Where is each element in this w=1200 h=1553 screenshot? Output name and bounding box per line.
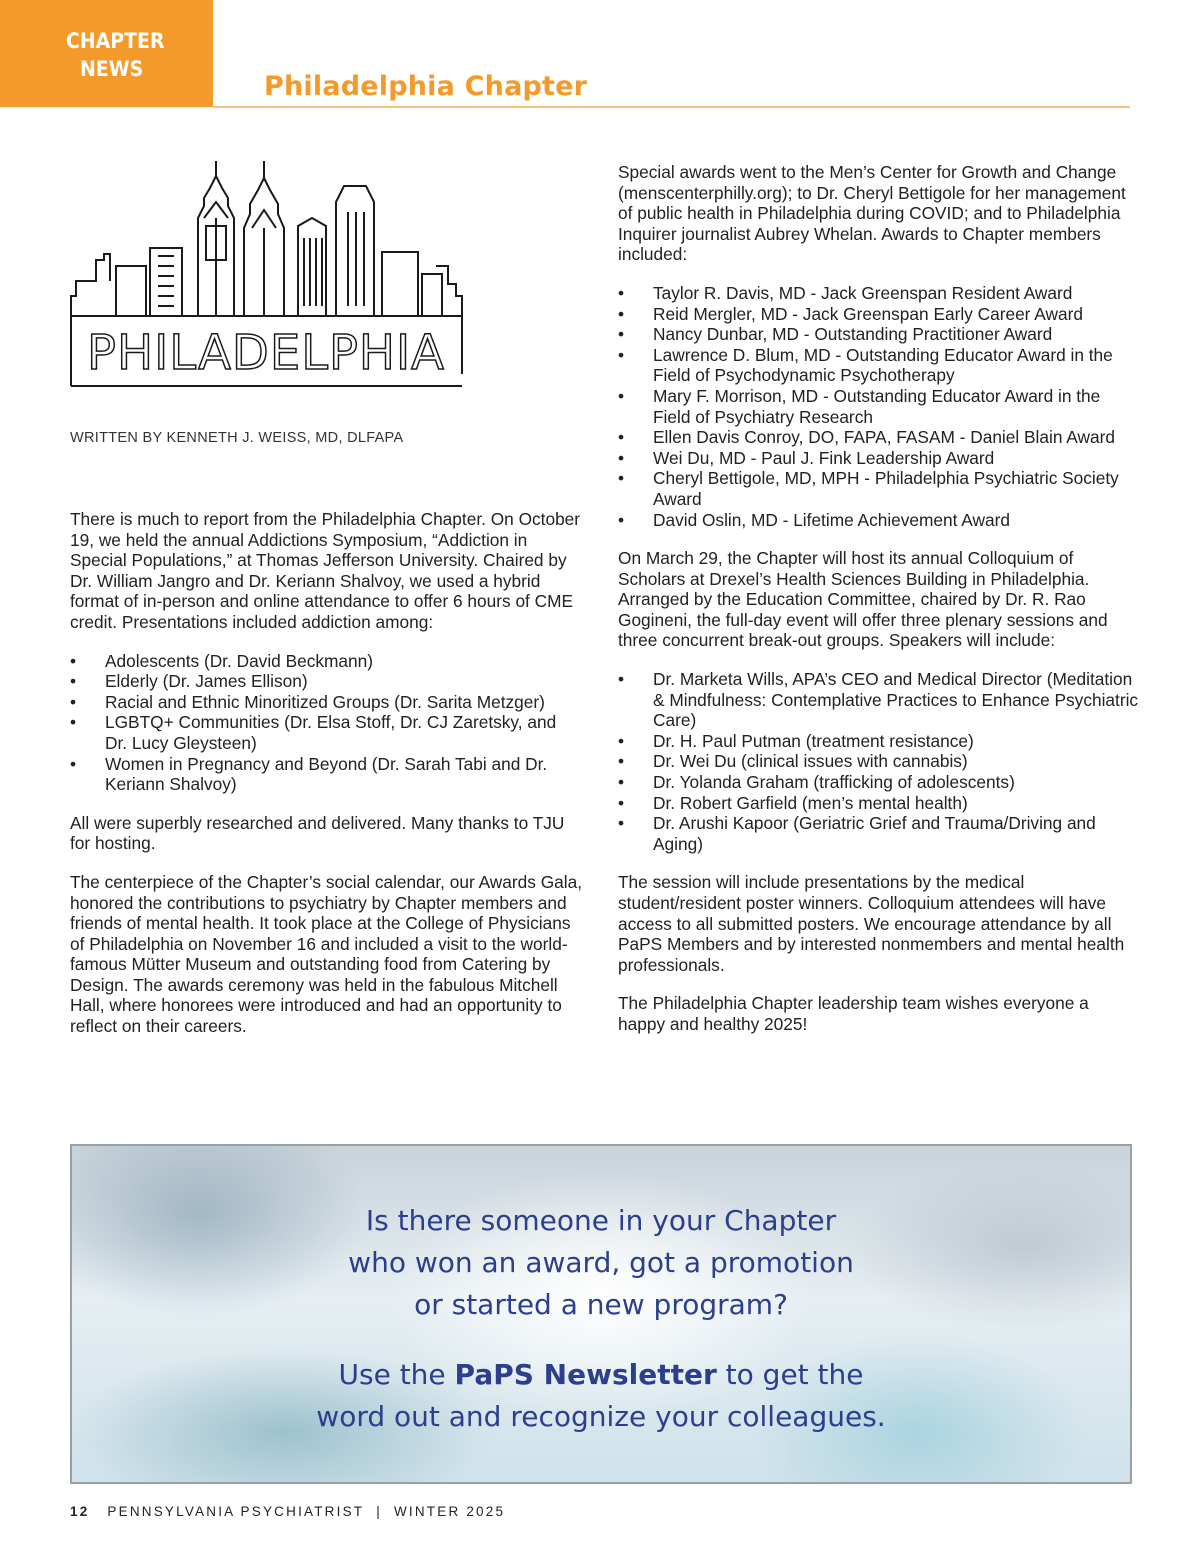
right-column	[618, 162, 1140, 1053]
closing-paragraph: The Philadelphia Chapter leadership team wishes everyone a happy and healthy 2025!	[618, 993, 1089, 1034]
newsletter-name: PaPS Newsletter	[454, 1358, 717, 1391]
list-item: • Cheryl Bettigole, MD, MPH - Philadelphia Psychiatric Society Award	[618, 468, 1140, 509]
page-footer	[70, 1504, 505, 1519]
list-item: • Mary F. Morrison, MD - Outstanding Educator Award in the Field of Psychiatry Research	[618, 386, 1140, 427]
philadelphia-skyline-icon	[66, 156, 466, 396]
banner-call-to-action	[72, 1354, 1130, 1438]
speakers-list	[618, 669, 1140, 854]
colloquium-paragraph: On March 29, the Chapter will host its annual Colloquium of Scholars at Drexel’s Health Sciences Building in Philadelphia. Arranged by the Education Committee, chaired by Dr. R. Rao Gogineni, the full-day event will offer three plenary sessions and three concurrent break-out groups. Speakers will include:	[618, 548, 1108, 651]
banner-line: or started a new program?	[414, 1288, 788, 1321]
list-item: • Dr. Robert Garfield (men’s mental health)	[618, 793, 1140, 814]
special-awards-paragraph: Special awards went to the Men’s Center for Growth and Change (menscenterphilly.org); to Dr. Cheryl Bettigole for her management of public health in Philadelphia during COVID; and to Philadelphia Inquirer journalist Aubrey Whelan. Awards to Chapter members included:	[618, 162, 1126, 265]
tab-label-line1: CHAPTER	[66, 29, 165, 53]
populations-list	[70, 651, 582, 795]
list-item: • Reid Mergler, MD - Jack Greenspan Early Career Award	[618, 304, 1140, 325]
list-item: • Adolescents (Dr. David Beckmann)	[70, 651, 582, 672]
philadelphia-logo	[66, 156, 466, 401]
list-item: • Wei Du, MD - Paul J. Fink Leadership Award	[618, 448, 1140, 469]
list-item: • Dr. H. Paul Putman (treatment resistance)	[618, 731, 1140, 752]
session-paragraph: The session will include presentations by the medical student/resident poster winners. Colloquium attendees will have access to all submitted posters. We encourage attendance by all PaPS Members and by interested nonmembers and mental health professionals.	[618, 872, 1125, 975]
tab-label-line2: NEWS	[80, 57, 144, 81]
list-item: • Racial and Ethnic Minoritized Groups (Dr. Sarita Metzger)	[70, 692, 582, 713]
list-item: • Lawrence D. Blum, MD - Outstanding Educator Award in the Field of Psychodynamic Psychotherapy	[618, 345, 1140, 386]
list-item: • Nancy Dunbar, MD - Outstanding Practitioner Award	[618, 324, 1140, 345]
list-item: • Ellen Davis Conroy, DO, FAPA, FASAM - Daniel Blain Award	[618, 427, 1140, 448]
byline: WRITTEN BY KENNETH J. WEISS, MD, DLFAPA	[70, 430, 404, 446]
banner-line: Is there someone in your Chapter	[365, 1204, 837, 1237]
banner-text-pre: Use the	[338, 1358, 455, 1391]
list-item: • Women in Pregnancy and Beyond (Dr. Sarah Tabi and Dr. Keriann Shalvoy)	[70, 754, 582, 795]
banner-question	[72, 1200, 1130, 1326]
list-item: • David Oslin, MD - Lifetime Achievement Award	[618, 510, 1140, 531]
awards-list	[618, 283, 1140, 530]
banner-line: word out and recognize your colleagues.	[316, 1400, 886, 1433]
banner-text-post: to get the	[716, 1358, 864, 1391]
banner-line	[72, 1354, 1130, 1396]
left-column	[70, 509, 582, 1055]
logo-wordmark: PHILADELPHIA	[87, 325, 445, 381]
publication-name: PENNSYLVANIA PSYCHIATRIST	[107, 1504, 365, 1519]
gala-paragraph: The centerpiece of the Chapter’s social calendar, our Awards Gala, honored the contributions to psychiatry by Chapter members and friends of mental health. It took place at the College of Physicians of Philadelphia on November 16 and included a visit to the world-famous Mütter Museum and outstanding food from Catering by Design. The awards ceremony was held in the fabulous Mitchell Hall, where honorees were introduced and had an opportunity to reflect on their careers.	[70, 871, 583, 1037]
footer-separator: |	[376, 1504, 382, 1519]
page-title: Philadelphia Chapter	[264, 71, 588, 102]
list-item: • LGBTQ+ Communities (Dr. Elsa Stoff, Dr. CJ Zaretsky, and Dr. Lucy Gleysteen)	[70, 712, 582, 753]
banner-line: who won an award, got a promotion	[348, 1246, 854, 1279]
list-item: • Taylor R. Davis, MD - Jack Greenspan Resident Award	[618, 283, 1140, 304]
list-item: • Dr. Marketa Wills, APA’s CEO and Medical Director (Meditation & Mindfulness: Contemplative Practices to Enhance Psychiatric Care)	[618, 669, 1140, 731]
newsletter-banner	[70, 1144, 1132, 1484]
intro-paragraph: There is much to report from the Philadelphia Chapter. On October 19, we held the annual Addictions Symposium, “Addiction in Special Populations,” at Thomas Jefferson University. Chaired by Dr. William Jangro and Dr. Keriann Shalvoy, we used a hybrid format of in-person and online attendance to offer 6 hours of CME credit. Presentations included addiction among:	[70, 509, 581, 632]
list-item: • Dr. Yolanda Graham (trafficking of adolescents)	[618, 772, 1140, 793]
list-item: • Dr. Wei Du (clinical issues with cannabis)	[618, 751, 1140, 772]
title-rule	[213, 106, 1130, 108]
chapter-news-tab	[0, 0, 213, 107]
list-item: • Elderly (Dr. James Ellison)	[70, 671, 582, 692]
list-item: • Dr. Arushi Kapoor (Geriatric Grief and Trauma/Driving and Aging)	[618, 813, 1140, 854]
issue-name: WINTER 2025	[393, 1504, 506, 1519]
thanks-paragraph: All were superbly researched and delivered. Many thanks to TJU for hosting.	[70, 812, 565, 854]
page-number: 12	[70, 1504, 90, 1519]
